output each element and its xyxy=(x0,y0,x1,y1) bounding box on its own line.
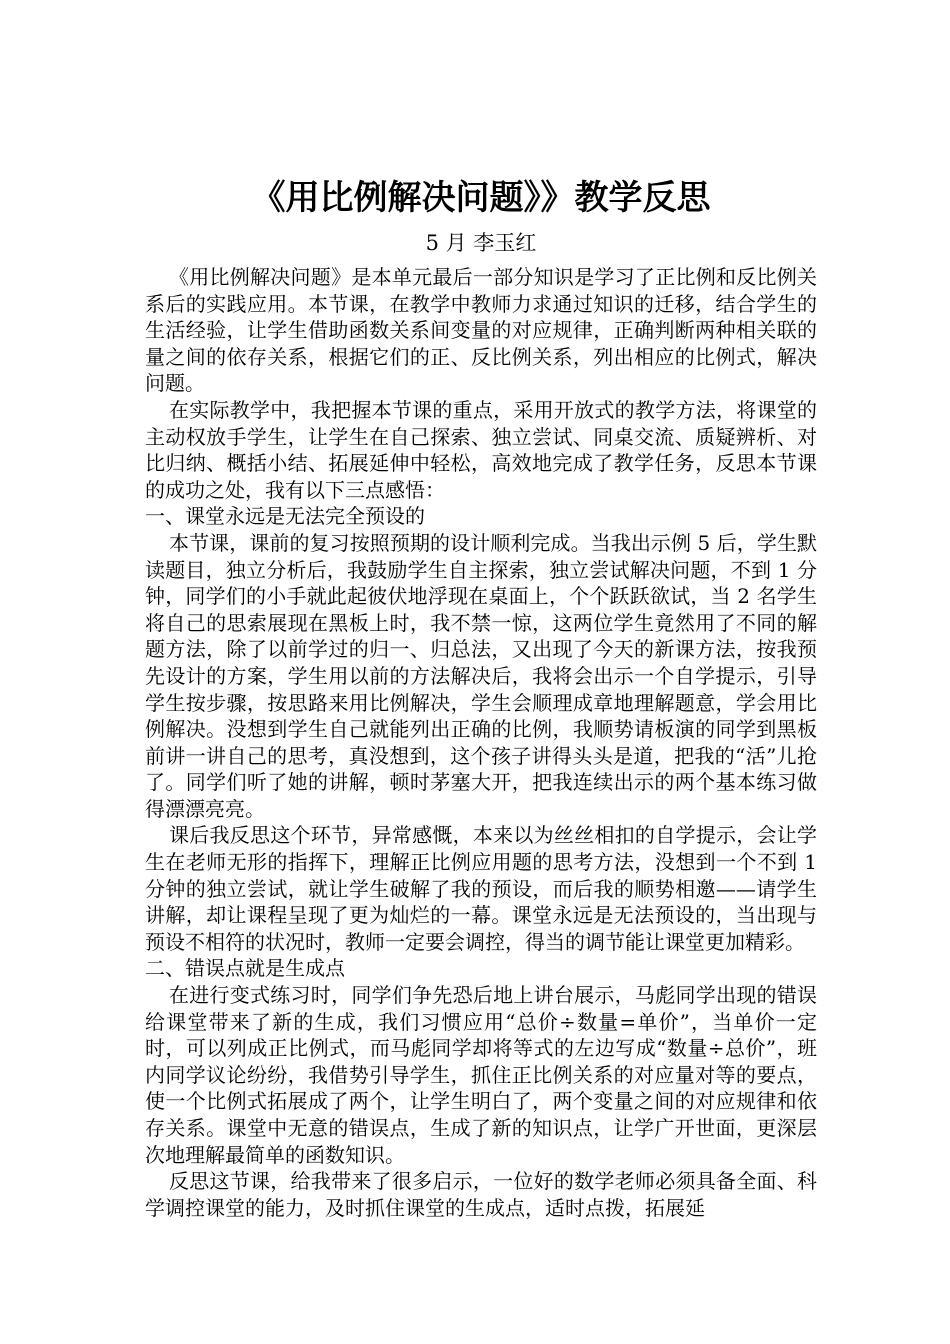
paragraph-example: 本节课，课前的复习按照预期的设计顺利完成。当我出示例 5 后，学生默读题目，独立分析后，我鼓励学生自主探索，独立尝试解决问题，不到 1 分钟，同学们的小手就此起彼伏地浮现在桌面上，个个跃跃欲试，当 2 名学生将自己的思索展现在黑板上时，我不禁一惊，这两位学生竟然用了不同的解题方法，除了以前学过的归一、归总法，又出现了今天的新课方法，按我预先设计的方案，学生用以前的方法解决后，我将会出示一个自学提示，引导学生按步骤，按思路来用比例解决，学生会顺理成章地理解题意，学会用比例解决。没想到学生自己就能列出正确的比例，我顺势请板演的同学到黑板前讲一讲自己的思考，真没想到，这个孩子讲得头头是道，把我的“活”儿抢了。同学们听了她的讲解，顿时茅塞大开，把我连续出示的两个基本练习做得漂漂亮亮。 xyxy=(145,530,817,821)
section-heading-1: 一、课堂永远是无法完全预设的 xyxy=(145,504,425,529)
paragraph-intro: 《用比例解决问题》是本单元最后一部分知识是学习了正比例和反比例关系后的实践应用。本节课，在教学中教师力求通过知识的迁移，结合学生的生活经验，让学生借助函数关系间变量的对应规律，正确判断两种相关联的量之间的依存关系，根据它们的正、反比例关系，列出相应的比例式，解决问题。 xyxy=(145,265,817,396)
section-heading-2: 二、错误点就是生成点 xyxy=(145,956,345,981)
paragraph-closing: 反思这节课，给我带来了很多启示，一位好的数学老师必须具备全面、科学调控课堂的能力，及时抓住课堂的生成点，适时点拨，拓展延 xyxy=(145,1169,817,1220)
document-subtitle: 5 月 李玉红 xyxy=(425,231,537,255)
paragraph-practice: 在实际教学中，我把握本节课的重点，采用开放式的教学方法，将课堂的主动权放手学生，让学生在自己探索、独立尝试、同桌交流、质疑辨析、对比归纳、概括小结、拓展延伸中轻松，高效地完成了教学任务，反思本节课的成功之处，我有以下三点感悟： xyxy=(145,397,817,502)
document-page xyxy=(145,170,817,1221)
paragraph-reflection: 课后我反思这个环节，异常感慨，本来以为丝丝相扣的自学提示，会让学生在老师无形的指挥下，理解正比例应用题的思考方法，没想到一个不到 1 分钟的独立尝试，就让学生破解了我的预设，而后我的顺势相邀——请学生讲解，却让课程呈现了更为灿烂的一幕。课堂永远是无法预设的，当出现与预设不相符的状况时，教师一定要会调控，得当的调节能让课堂更加精彩。 xyxy=(145,823,817,954)
paragraph-errors: 在进行变式练习时，同学们争先恐后地上讲台展示，马彪同学出现的错误给课堂带来了新的生成，我们习惯应用“总价÷数量=单价”，当单价一定时，可以列成正比例式，而马彪同学却将等式的左边写成“数量÷总价”，班内同学议论纷纷，我借势引导学生，抓住正比例关系的对应量对等的要点，使一个比例式拓展成了两个，让学生明白了，两个变量之间的对应规律和依存关系。课堂中无意的错误点，生成了新的知识点，让学广开世面，更深层次地理解最简单的函数知识。 xyxy=(145,983,817,1167)
document-title: 《用比例解决问题》》教学反思 xyxy=(251,178,711,218)
